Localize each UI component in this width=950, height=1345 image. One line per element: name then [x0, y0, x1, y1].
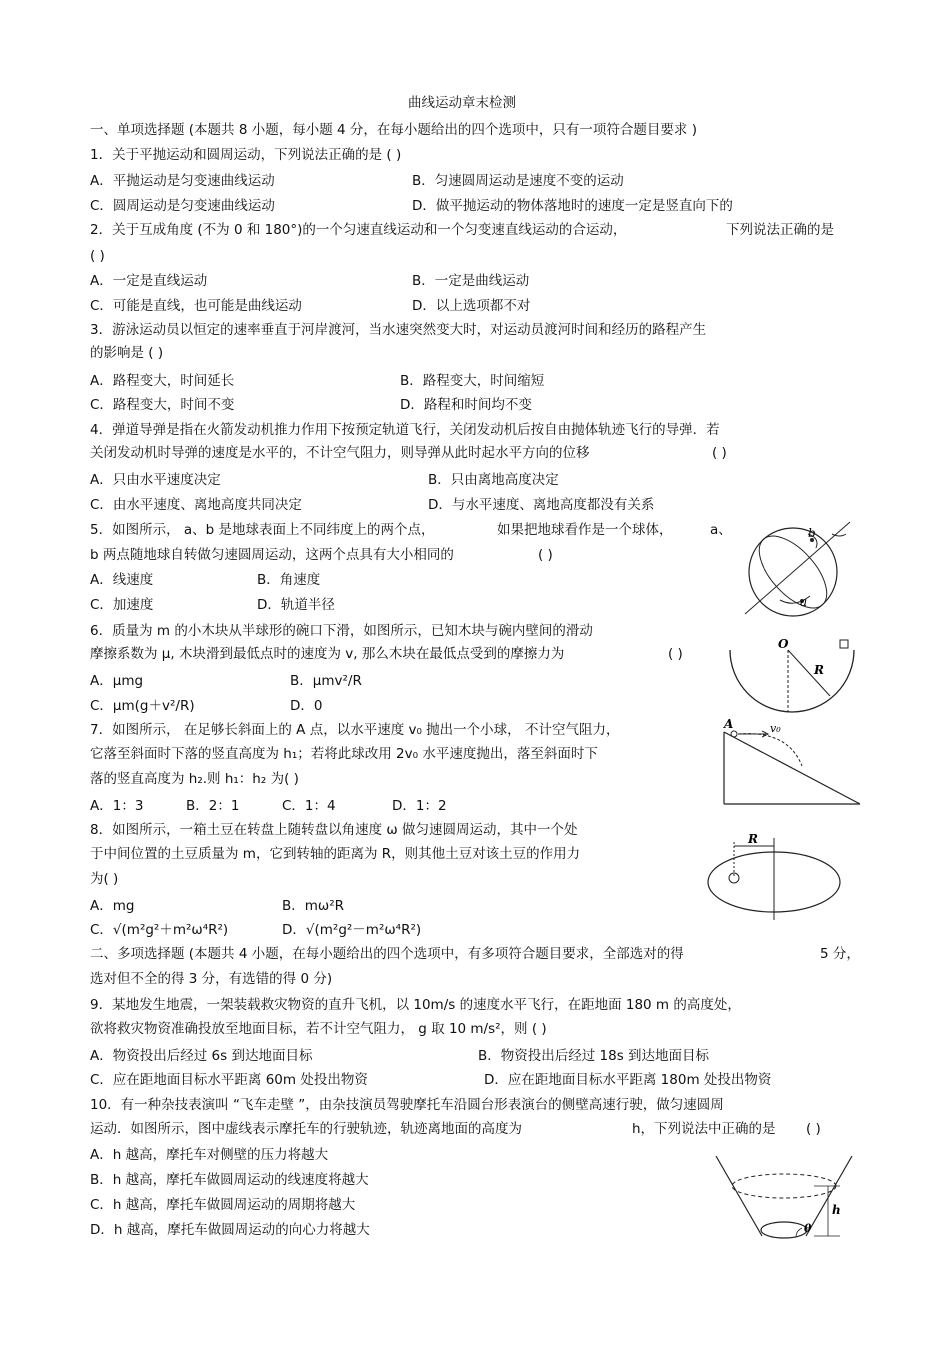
label-h: h — [832, 1203, 841, 1217]
label-r: R — [814, 663, 824, 677]
question-stem: 如果把地球看作是一个球体， — [497, 522, 673, 538]
question-stem: 落的竖直高度为 h₂.则 h₁：h₂ 为( ) — [90, 771, 299, 787]
option: D．与水平速度、离地高度都没有关系 — [428, 497, 655, 513]
option: A．路程变大，时间延长 — [90, 373, 235, 389]
label-o: O — [778, 637, 789, 651]
option: B．2：1 — [186, 798, 240, 814]
question-stem: 2．关于互成角度 (不为 0 和 180°)的一个匀速直线运动和一个匀变速直线运动的合运动， — [90, 222, 627, 238]
label-a: A — [724, 718, 734, 731]
option: D．轨道半径 — [257, 597, 335, 613]
question-stem: b 两点随地球自转做匀速圆周运动，这两个点具有大小相同的 — [90, 547, 454, 563]
question-stem: ( ) — [668, 646, 683, 662]
option: C．圆周运动是匀变速曲线运动 — [90, 198, 275, 214]
option: C．应在距地面目标水平距离 60m 处投出物资 — [90, 1072, 368, 1088]
option: C．√(m²g²＋m²ω⁴R²) — [90, 922, 229, 938]
option: A．μmg — [90, 673, 144, 689]
option: C．h 越高，摩托车做圆周运动的周期将越大 — [90, 1197, 356, 1213]
option: D．做平抛运动的物体落地时的速度一定是竖直向下的 — [412, 198, 733, 214]
section-heading: 5 分， — [820, 946, 860, 962]
question-stem: 为( ) — [90, 871, 119, 887]
option: B．匀速圆周运动是速度不变的运动 — [412, 173, 624, 189]
option: D．√(m²g²－m²ω⁴R²) — [282, 922, 422, 938]
question-stem: 关闭发动机时导弹的速度是水平的，不计空气阻力，则导弹从此时起水平方向的位移 — [90, 445, 590, 461]
option: A．物资投出后经过 6s 到达地面目标 — [90, 1048, 313, 1064]
question-stem: ( ) — [538, 547, 553, 563]
question-stem: 7．如图所示， 在足够长斜面上的 A 点，以水平速度 v₀ 抛出一个小球， 不计空气阻力， — [90, 722, 620, 738]
option: D．h 越高，摩托车做圆周运动的向心力将越大 — [90, 1222, 370, 1238]
option: A．1：3 — [90, 798, 144, 814]
earth-figure — [740, 512, 858, 618]
option: D．应在距地面目标水平距离 180m 处投出物资 — [484, 1072, 772, 1088]
question-stem: a、 — [710, 522, 732, 538]
option: B．路程变大，时间缩短 — [400, 373, 545, 389]
option: B．h 越高，摩托车做圆周运动的线速度将越大 — [90, 1172, 369, 1188]
question-stem: 1．关于平抛运动和圆周运动，下列说法正确的是 ( ) — [90, 147, 402, 163]
section-heading: 二、多项选择题 (本题共 4 小题，在每小题给出的四个选项中，有多项符合题目要求，全部选对的得 — [90, 946, 684, 962]
option: B．mω²R — [282, 898, 345, 914]
option: B．角速度 — [257, 572, 321, 588]
option: C．μm(g＋v²/R) — [90, 698, 195, 714]
option: A．mg — [90, 898, 135, 914]
question-stem: 5．如图所示， a、b 是地球表面上不同纬度上的两个点， — [90, 522, 435, 538]
question-stem: ( ) — [90, 248, 105, 264]
bowl-figure — [722, 634, 862, 716]
label-v0: v₀ — [770, 722, 781, 735]
section-heading: 一、单项选择题 (本题共 8 小题，每小题 4 分，在每小题给出的四个选项中，只有一项符合题目要求 ) — [90, 122, 697, 138]
option: C．路程变大，时间不变 — [90, 397, 235, 413]
option: A．h 越高，摩托车对侧壁的压力将越大 — [90, 1147, 329, 1163]
question-stem: 3．游泳运动员以恒定的速率垂直于河岸渡河，当水速突然变大时，对运动员渡河时间和经历的路程产生 — [90, 322, 707, 338]
question-stem: 的影响是 ( ) — [90, 345, 164, 361]
question-stem: 运动．如图所示，图中虚线表示摩托车的行驶轨迹，轨迹离地面的高度为 — [90, 1121, 522, 1137]
question-stem: ( ) — [806, 1121, 821, 1137]
option: D．0 — [290, 698, 323, 714]
question-stem: h，下列说法中正确的是 — [632, 1121, 776, 1137]
question-stem: 于中间位置的土豆质量为 m，它到转轴的距离为 R，则其他土豆对该土豆的作用力 — [90, 846, 581, 862]
option: B．只由离地高度决定 — [428, 472, 559, 488]
label-b: b — [808, 526, 816, 540]
cone-figure — [710, 1152, 860, 1248]
option: C．由水平速度、离地高度共同决定 — [90, 497, 302, 513]
question-stem: ( ) — [712, 445, 727, 461]
option: B．μmv²/R — [290, 673, 362, 689]
question-stem: 8．如图所示，一箱土豆在转盘上随转盘以角速度 ω 做匀速圆周运动，其中一个处 — [90, 822, 578, 838]
option: B．物资投出后经过 18s 到达地面目标 — [478, 1048, 710, 1064]
option: A．只由水平速度决定 — [90, 472, 221, 488]
option: C．加速度 — [90, 597, 154, 613]
option: A．线速度 — [90, 572, 154, 588]
question-stem: 4．弹道导弹是指在火箭发动机推力作用下按预定轨道飞行，关闭发动机后按自由抛体轨迹飞行的导弹．若 — [90, 422, 720, 438]
question-stem: 欲将救灾物资准确投放至地面目标，若不计空气阻力， g 取 10 m/s²，则 ( ) — [90, 1021, 547, 1037]
page-title: 曲线运动章末检测 — [408, 95, 516, 111]
question-stem: 下列说法正确的是 — [726, 222, 834, 238]
label-r: R — [748, 832, 758, 846]
option: A．一定是直线运动 — [90, 273, 208, 289]
option: A．平抛运动是匀变速曲线运动 — [90, 173, 275, 189]
section-heading: 选对但不全的得 3 分，有选错的得 0 分) — [90, 971, 333, 987]
question-stem: 10．有一种杂技表演叫 “飞车走壁 ”，由杂技演员驾驶摩托车沿圆台形表演台的侧壁高速行驶，做匀速圆周 — [90, 1097, 724, 1113]
option: C．可能是直线，也可能是曲线运动 — [90, 298, 302, 314]
option: B．一定是曲线运动 — [412, 273, 530, 289]
incline-figure — [718, 718, 866, 808]
option: C．1：4 — [282, 798, 336, 814]
option: D．以上选项都不对 — [412, 298, 531, 314]
label-a: a — [800, 595, 808, 609]
label-theta: θ — [804, 1222, 812, 1235]
question-stem: 摩擦系数为 μ, 木块滑到最低点时的速度为 v, 那么木块在最低点受到的摩擦力为 — [90, 646, 565, 662]
option: D．路程和时间均不变 — [400, 397, 532, 413]
question-stem: 9．某地发生地震，一架装载救灾物资的直升飞机，以 10m/s 的速度水平飞行，在距地面 180 m 的高度处， — [90, 997, 741, 1013]
turntable-figure — [702, 832, 852, 924]
option: D．1：2 — [392, 798, 447, 814]
question-stem: 6．质量为 m 的小木块从半球形的碗口下滑，如图所示，已知木块与碗内壁间的滑动 — [90, 623, 593, 639]
question-stem: 它落至斜面时下落的竖直高度为 h₁；若将此球改用 2v₀ 水平速度抛出，落至斜面时下 — [90, 746, 598, 762]
